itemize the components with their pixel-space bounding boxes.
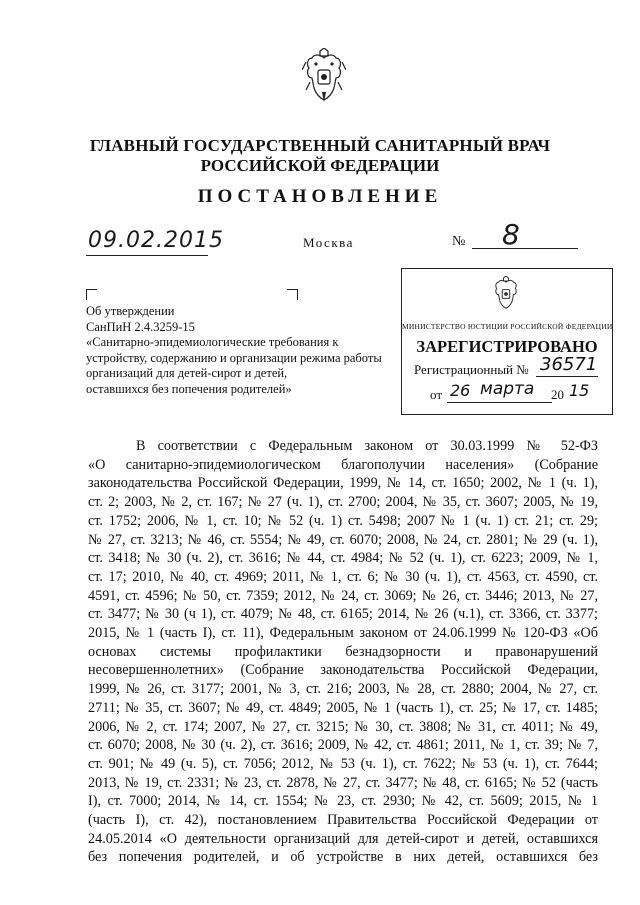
russian-coat-of-arms-icon (302, 48, 346, 106)
stamp-reg-number-label: Регистрационный № (414, 362, 529, 377)
body-line: ст. 6070; 2008, № 30 (ч. 2), ст. 3616; 2009, № 42, ст. 4861; 2011, № 1, ст. 39; № 7, (88, 737, 598, 754)
body-line: 2013, № 19, ст. 2331; № 23, ст. 2878, № 27, ст. 3477; № 48, ст. 6165; № 52 (часть (88, 774, 598, 791)
subject-line: оставшихся без попечения родителей» (86, 381, 292, 396)
stamp-reg-number-underline (536, 376, 598, 377)
body-line: ст. 3477; № 30 (ч 1), ст. 4079; № 48, ст. 6165; 2014, № 26 (ч.1), ст. 3366, ст. 3377; (88, 606, 598, 623)
subject-corner-left (86, 289, 97, 300)
body-line: I), ст. 7000; 2014, № 14, ст. 1554; № 23, ст. 2930; № 42, ст. 5609; 2015, № 1 (88, 793, 598, 810)
body-line: (часть I), ст. 42), постановлением Правительства Российской Федерации от (88, 812, 598, 829)
subject-line: «Санитарно-эпидемиологические требования к (86, 335, 339, 349)
body-line: ст. 3418; № 30 (ч. 2), ст. 3616; № 44, ст. 4984; № 52 (ч. 1), ст. 6223; 2009, № 1, (88, 550, 598, 567)
body-line: законодательства Российской Федерации, 1999, № 14, ст. 1650; 2002, № 1 (ч. 1), (88, 475, 598, 492)
document-type-title: ПОСТАНОВЛЕНИЕ (197, 186, 443, 207)
issuer-title-line-1: ГЛАВНЫЙ ГОСУДАРСТВЕННЫЙ САНИТАРНЫЙ ВРАЧ (89, 136, 551, 155)
body-line: ст. 17; 2010, № 40, ст. 4969; 2011, № 1, ст. 6; № 30 (ч. 1), ст. 4563, ст. 4590, ст. (88, 568, 598, 585)
body-line: несовершеннолетних» (Собрание законодательства Российской Федерации, (88, 662, 598, 679)
body-line: ст. 901; № 49 (ч. 5), ст. 7056; 2012, № 53 (ч. 1), ст. 7622; № 53 (ч. 1), ст. 7644; (88, 755, 598, 772)
body-line: 2015, № 1 (часть I), ст. 11), Федеральным законом от 24.06.1999 № 120-ФЗ «Об (88, 625, 598, 642)
stamp-date-underline (447, 402, 552, 403)
stamp-from-label: от (430, 387, 443, 402)
stamp-year-prefix: 20 (551, 387, 564, 402)
subject-line: СанПиН 2.4.3259-15 (86, 319, 195, 334)
handwritten-number: 8 (502, 218, 520, 251)
number-underline (472, 248, 578, 249)
body-line: 1999, № 26, ст. 3177; 2001, № 3, ст. 216; 2003, № 28, ст. 2880; 2004, № 27, ст. (88, 681, 598, 698)
body-line: 2006, № 2, ст. 174; 2007, № 27, ст. 3215; № 30, ст. 3808; № 31, ст. 4011; № 49, (88, 718, 598, 735)
stamp-registered-label: ЗАРЕГИСТРИРОВАНО (416, 337, 598, 356)
date-underline (86, 255, 208, 256)
city-label: Москва (303, 235, 354, 250)
body-line: 2711; № 35, ст. 3607; № 49, ст. 4849; 2005, № 1 (часть 1), ст. 25; № 17, ст. 1485; (88, 699, 598, 716)
subject-block (86, 304, 382, 397)
subject-line: организаций для детей-сирот и детей, (86, 366, 288, 380)
body-line: 4591, ст. 4596; № 50, ст. 7359; 2012, № 24, ст. 3069; № 26, ст. 3446; 2013, № 27, (88, 587, 598, 604)
stamp-ministry-name: МИНИСТЕРСТВО ЮСТИЦИИ РОССИЙСКОЙ ФЕДЕРАЦИИ (402, 322, 613, 331)
body-paragraph (88, 437, 598, 867)
stamp-year-suffix: 15 (569, 381, 590, 400)
body-line: 24.05.2014 «О деятельности организаций для детей-сирот и детей, оставшихся (88, 830, 598, 847)
number-label: № (452, 234, 466, 249)
body-line: «О санитарно-эпидемиологическом благополучии населения» (Собрание (88, 456, 598, 473)
subject-corner-right (287, 289, 298, 300)
stamp-reg-number: 36571 (540, 354, 598, 375)
stamp-date-day: 26 (450, 381, 471, 400)
subject-line: устройству, содержанию и организации режима работы (86, 350, 382, 365)
body-line: без попечения родителей, и об устройстве в них детей, оставшихся без (88, 849, 598, 866)
body-line: В соответствии с Федеральным законом от 30.03.1999 № 52-ФЗ (136, 438, 598, 454)
registration-stamp (401, 268, 613, 415)
body-line: ст. 2; 2003, № 2, ст. 167; № 27 (ч. 1), ст. 2700; 2004, № 35, ст. 3607; 2005, № 19, (88, 494, 598, 511)
body-line: ст. 1752; 2006, № 1, ст. 10; № 52 (ч. 1) ст. 5498; 2007 № 1 (ч. 1) ст. 21; ст. 29; (88, 512, 598, 529)
issuer-title-line-2: РОССИЙСКОЙ ФЕДЕРАЦИИ (200, 156, 440, 175)
body-line: № 27, ст. 3213; № 46, ст. 5554; № 49, ст. 6070; 2008, № 24, ст. 2801; № 29 (ч. 1), (88, 531, 598, 548)
stamp-date-month: марта (480, 379, 535, 399)
body-line: основах системы профилактики безнадзорности и правонарушений (88, 643, 598, 660)
stamp-coat-of-arms-icon (492, 276, 520, 312)
subject-line: Об утверждении (86, 304, 175, 318)
handwritten-date: 09.02.2015 (88, 228, 224, 253)
